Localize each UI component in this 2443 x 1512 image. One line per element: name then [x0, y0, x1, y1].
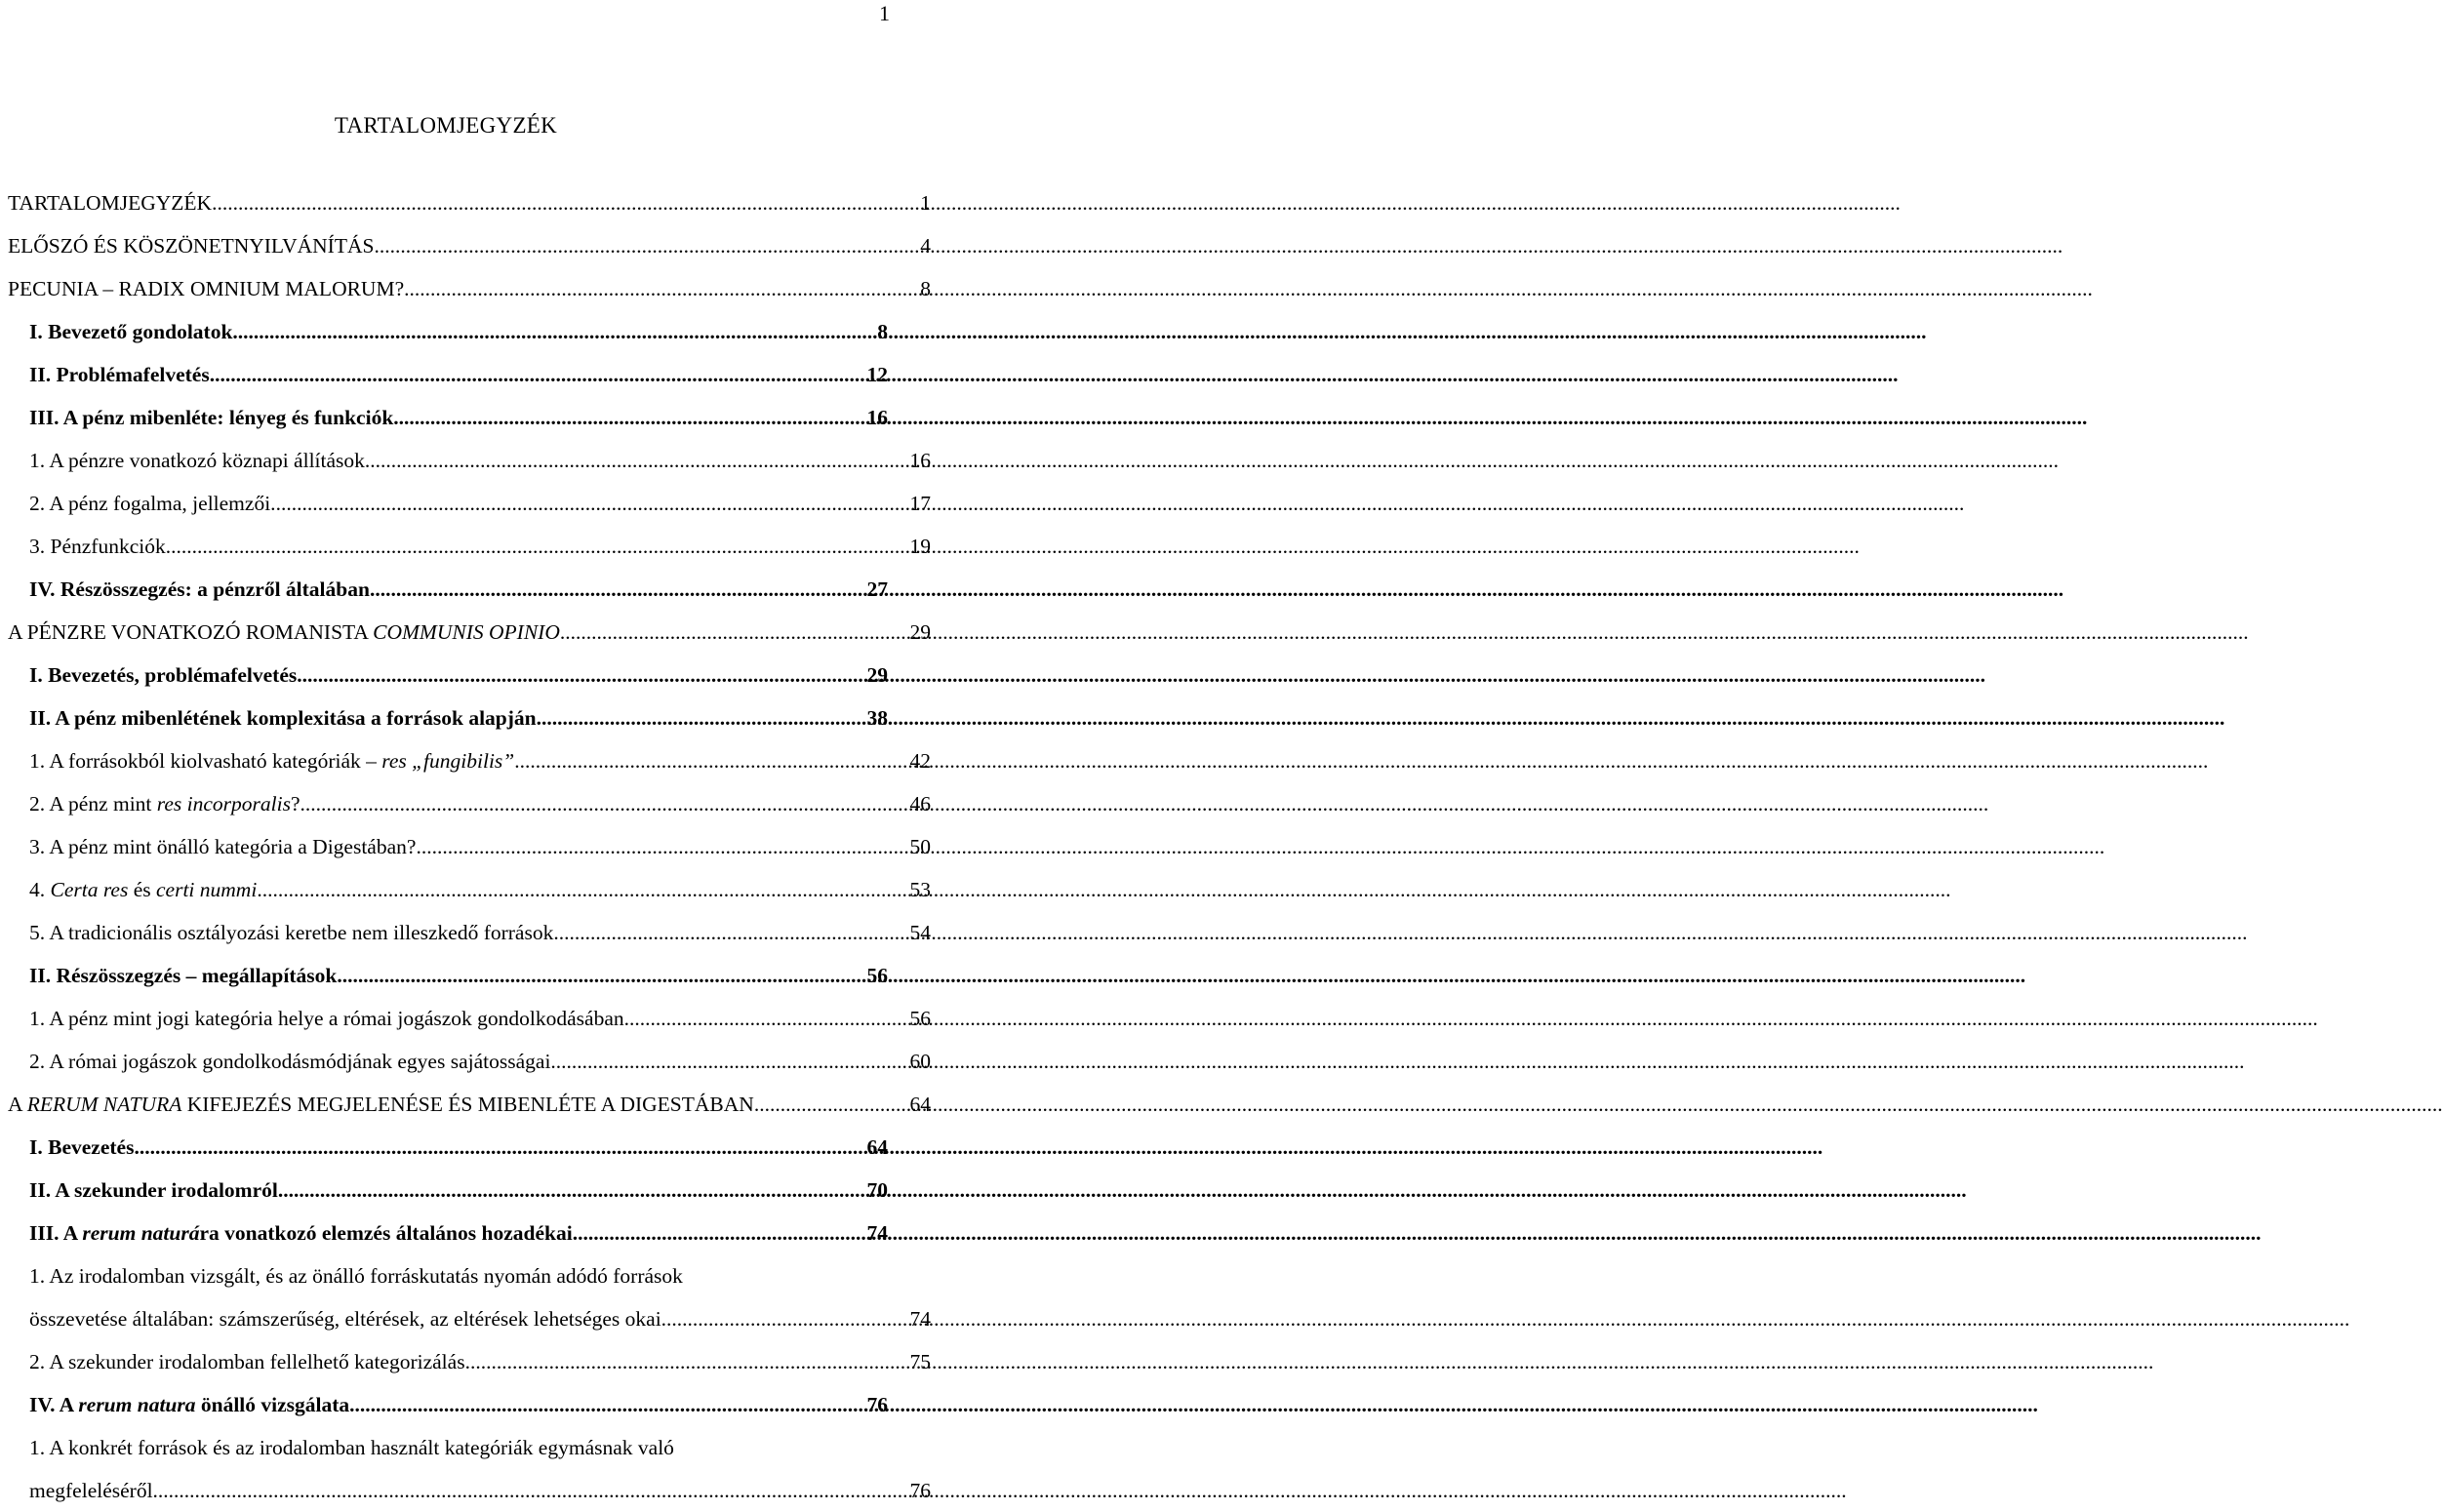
toc-entry-title: [8, 611, 560, 654]
toc-entry-title: [29, 868, 262, 911]
toc-entry-title-part: rerum naturá: [82, 1221, 200, 1245]
toc-page-number: 19: [909, 535, 931, 558]
toc-entry-title-part: rerum natura: [78, 1393, 196, 1416]
toc-entry[interactable]: [0, 1340, 937, 1383]
toc-dot-leader: [754, 1083, 908, 1126]
toc-dot-leader: [349, 1383, 864, 1426]
toc-entry-title-part: ra vonatkozó elemzés általános hozadékai: [199, 1221, 573, 1245]
toc-entry-title-part: 1. A pénz mint jogi kategória helye a római jogászok gondolkodásában.: [29, 1007, 629, 1030]
toc-dot-leader: [212, 181, 918, 224]
toc-entry-title-part: 2. A római jogászok gondolkodásmódjának egyes sajátosságai.: [29, 1050, 556, 1073]
toc-entry-title: [29, 1469, 158, 1512]
toc-entry-title: [29, 1297, 661, 1340]
toc-page-number: 56: [909, 1007, 931, 1030]
toc-entry-title: [29, 997, 629, 1040]
toc-page-number: 70: [866, 1178, 888, 1202]
toc-entry-title-part: IV. Részösszegzés: a pénzről általában.: [29, 577, 376, 601]
toc-dot-leader: [238, 310, 875, 353]
toc-page-number: 76: [866, 1393, 888, 1416]
toc-entry[interactable]: [0, 224, 937, 267]
toc-entry-title-part: I. Bevezetés, problémafelvetés: [29, 663, 298, 687]
toc-entry-title-part: és: [128, 878, 156, 901]
toc-entry-title: [29, 1169, 278, 1212]
toc-dot-leader: [210, 353, 865, 396]
toc-dot-leader: [537, 696, 865, 739]
toc-entry-title: [29, 1126, 134, 1169]
page-number: 1: [879, 1, 890, 25]
toc-entry-title-part: 5. A tradicionális osztályozási keretbe nem illeszkedő források.: [29, 921, 559, 944]
toc-entry-title-part: .: [257, 878, 262, 901]
toc-dot-leader: [465, 1340, 908, 1383]
toc-entry-title-part: res incorporalis: [156, 792, 291, 816]
toc-page-number: 27: [866, 577, 888, 601]
toc-entry-title-line: 1. A konkrét források és az irodalomban használt kategóriák egymásnak való: [29, 1436, 674, 1459]
toc-entry-title-part: megfeleléséről.: [29, 1479, 158, 1502]
toc-page-number: 29: [866, 663, 888, 687]
toc-page-number: 42: [909, 749, 931, 773]
toc-dot-leader: [171, 525, 907, 568]
toc-entry-title-part: ?: [290, 792, 300, 816]
toc-entry-title-part: önálló vizsgálata: [195, 1393, 350, 1416]
toc-entry-title: [29, 954, 337, 997]
toc-entry[interactable]: [0, 782, 937, 825]
toc-dot-leader: [404, 267, 918, 310]
toc-entry-title-part: II. Problémafelvetés: [29, 363, 210, 386]
toc-entry-title: [29, 1383, 349, 1426]
toc-entry-title-part: .: [514, 749, 520, 773]
toc-page-number: 8: [920, 277, 931, 300]
toc-dot-leader: [134, 1126, 864, 1169]
toc-entry-title: [29, 782, 300, 825]
toc-entry-title-part: IV. A: [29, 1393, 79, 1416]
toc-entry-title: [29, 525, 171, 568]
toc-entry[interactable]: [0, 911, 937, 954]
toc-page-number: 16: [866, 406, 888, 429]
toc-entry-title-part: II. A pénz mibenlétének komplexitása a források alapján: [29, 706, 537, 730]
toc-entry[interactable]: [0, 568, 937, 611]
toc-page-number: 54: [909, 921, 931, 944]
toc-entry-title-part: II. Részösszegzés – megállapítások: [29, 964, 338, 987]
toc-page-number: 38: [866, 706, 888, 730]
toc-page-number: 16: [909, 449, 931, 472]
toc-entry[interactable]: [0, 696, 937, 739]
toc-dot-leader: [158, 1469, 908, 1512]
toc-entry[interactable]: [0, 1083, 937, 1126]
toc-entry-title: [29, 310, 238, 353]
toc-entry-title: [29, 825, 416, 868]
toc-entry-title: [8, 181, 212, 224]
toc-dot-leader: [560, 611, 908, 654]
toc-page-number: 53: [909, 878, 931, 901]
toc-entry-title-part: III. A: [29, 1221, 83, 1245]
toc-entry[interactable]: [0, 310, 937, 353]
toc-entry[interactable]: [0, 482, 937, 525]
toc-entry-title: [8, 1083, 754, 1126]
toc-entry-title: [8, 267, 404, 310]
toc-entry-title: [29, 482, 276, 525]
toc-dot-leader: [276, 482, 908, 525]
toc-entry[interactable]: [0, 868, 937, 911]
toc-dot-leader: [300, 782, 908, 825]
toc-dot-leader: [520, 739, 908, 782]
toc-page-number: 17: [909, 492, 931, 515]
toc-entry-title-part: 4.: [29, 878, 51, 901]
toc-entry-title-part: 3. Pénzfunkciók.: [29, 535, 172, 558]
toc-entry-title: [29, 911, 559, 954]
toc-entry[interactable]: [0, 739, 937, 782]
toc-dot-leader: [278, 1169, 865, 1212]
toc-page-number: 8: [877, 320, 888, 343]
toc-entry-title-part: I. Bevezetés: [29, 1135, 135, 1159]
toc-entry-title: [29, 1212, 573, 1254]
toc-dot-leader: [370, 439, 907, 482]
toc-entry[interactable]: [0, 1040, 937, 1083]
toc-entry-title-part: III. A pénz mibenléte: lényeg és funkciók.: [29, 406, 399, 429]
toc-entry-title: [29, 439, 370, 482]
toc-page-number: 64: [909, 1093, 931, 1116]
toc-dot-leader: [399, 396, 865, 439]
toc-page-number: 29: [909, 620, 931, 644]
toc-dot-leader: [297, 654, 864, 696]
toc-entry[interactable]: [0, 181, 937, 224]
toc-entry[interactable]: [0, 353, 937, 396]
toc-dot-leader: [573, 1212, 865, 1254]
toc-entry[interactable]: [0, 611, 937, 654]
toc-page-number: 12: [866, 363, 888, 386]
toc-page-number: 64: [866, 1135, 888, 1159]
toc-entry[interactable]: [0, 1426, 937, 1512]
toc-entry-title-part: 2. A pénz fogalma, jellemzői.: [29, 492, 276, 515]
toc-dot-leader: [416, 825, 907, 868]
toc-page-number: 4: [920, 234, 931, 258]
toc-entry[interactable]: [0, 1126, 937, 1169]
toc-page-number: 1: [920, 191, 931, 215]
toc-entry[interactable]: [0, 954, 937, 997]
toc-entry-title-part: összevetése általában: számszerűség, eltérések, az eltérések lehetséges okai: [29, 1307, 661, 1331]
toc-entry-title-part: PECUNIA – RADIX OMNIUM MALORUM?: [8, 277, 405, 300]
toc-entry-title-part: KIFEJEZÉS MEGJELENÉSE ÉS MIBENLÉTE A DIGESTÁBAN: [181, 1093, 754, 1116]
toc-entry-title: [29, 1040, 556, 1083]
toc-page-number: 56: [866, 964, 888, 987]
toc-entry[interactable]: [0, 654, 937, 696]
toc-entry[interactable]: [0, 1383, 937, 1426]
toc-entry-title-part: RERUM NATURA: [26, 1093, 182, 1116]
toc-entry-title-part: II. A szekunder irodalomról: [29, 1178, 278, 1202]
toc-entry-title-line: 1. Az irodalomban vizsgált, és az önálló forráskutatás nyomán adódó források: [29, 1264, 683, 1288]
toc-entry[interactable]: [0, 525, 937, 568]
toc-entry-title-part: COMMUNIS OPINIO: [373, 620, 560, 644]
document-title: TARTALOMJEGYZÉK: [334, 113, 558, 138]
toc-entry-title: [8, 224, 374, 267]
toc-entry-title-part: A PÉNZRE VONATKOZÓ ROMANISTA: [8, 620, 374, 644]
toc-dot-leader: [661, 1297, 908, 1340]
toc-entry-title: [29, 654, 297, 696]
toc-entry-title: [29, 1340, 465, 1383]
toc-page-number: 76: [909, 1479, 931, 1502]
toc-entry-title: [29, 396, 399, 439]
toc-entry-title-part: certi nummi: [156, 878, 258, 901]
toc-page-number: 74: [909, 1307, 931, 1331]
toc-entry-title-part: ELŐSZÓ ÉS KÖSZÖNETNYILVÁNÍTÁS: [8, 234, 375, 258]
toc-entry-title-part: Certa res: [50, 878, 129, 901]
toc-page-number: 75: [909, 1350, 931, 1373]
toc-dot-leader: [629, 997, 908, 1040]
toc-entry[interactable]: [0, 439, 937, 482]
toc-entry-title: [29, 696, 537, 739]
toc-page-number: 46: [909, 792, 931, 816]
toc-entry-title-part: TARTALOMJEGYZÉK: [8, 191, 213, 215]
toc-entry[interactable]: [0, 997, 937, 1040]
toc-dot-leader: [556, 1040, 908, 1083]
toc-entry[interactable]: [0, 1169, 937, 1212]
table-of-contents: [0, 181, 937, 1512]
toc-page-number: 60: [909, 1050, 931, 1073]
toc-entry-title-part: 1. A forrásokból kiolvasható kategóriák –: [29, 749, 382, 773]
toc-page-number: 74: [866, 1221, 888, 1245]
toc-dot-leader: [262, 868, 908, 911]
toc-page-number: 50: [909, 835, 931, 858]
toc-entry[interactable]: [0, 1254, 937, 1340]
toc-entry-title: [29, 739, 520, 782]
toc-dot-leader: [559, 911, 908, 954]
toc-entry-title-part: 1. A pénzre vonatkozó köznapi állítások.: [29, 449, 371, 472]
toc-dot-leader: [337, 954, 864, 997]
toc-entry-title-part: A: [8, 1093, 27, 1116]
toc-dot-leader: [374, 224, 918, 267]
toc-entry-title-part: 3. A pénz mint önálló kategória a Digestában?: [29, 835, 417, 858]
toc-dot-leader: [375, 568, 864, 611]
toc-entry-title-part: I. Bevezető gondolatok.: [29, 320, 238, 343]
toc-entry[interactable]: [0, 267, 937, 310]
toc-entry[interactable]: [0, 1212, 937, 1254]
toc-entry-title: [29, 568, 375, 611]
toc-entry-title-part: 2. A pénz mint: [29, 792, 157, 816]
toc-entry[interactable]: [0, 396, 937, 439]
toc-entry-title-part: 2. A szekunder irodalomban fellelhető kategorizálás: [29, 1350, 465, 1373]
toc-entry-title-part: res „fungibilis”: [381, 749, 515, 773]
toc-entry-title: [29, 353, 210, 396]
toc-entry[interactable]: [0, 825, 937, 868]
